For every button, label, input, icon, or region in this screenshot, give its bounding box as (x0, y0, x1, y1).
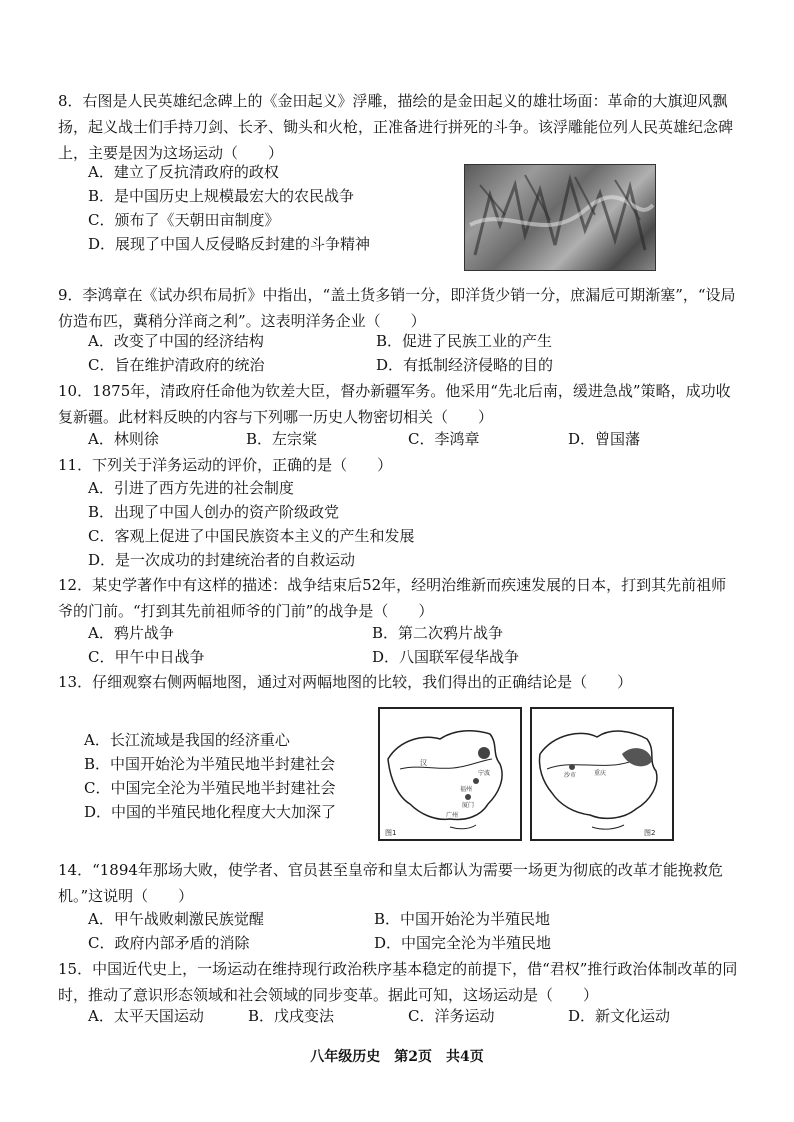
question-14-option-a: A．甲午战败刺激民族觉醒 (88, 910, 264, 928)
question-12-option-d: D．八国联军侵华战争 (372, 648, 520, 666)
question-10-option-c: C．李鸿章 (408, 430, 480, 448)
question-11-option-c: C．客观上促进了中国民族资本主义的产生和发展 (88, 527, 415, 545)
question-12-option-c: C．甲午中日战争 (88, 648, 205, 666)
map-2-caption: 图2 (644, 829, 656, 837)
question-10-option-a: A．林则徐 (88, 430, 159, 448)
map-1 (378, 707, 522, 841)
question-13-stem: 13．仔细观察右侧两幅地图，通过对两幅地图的比较，我们得出的正确结论是（ ） (58, 673, 633, 691)
question-10-option-d: D．曾国藩 (568, 430, 641, 448)
question-13-option-a: A．长江流域是我国的经济重心 (84, 731, 290, 749)
question-9-option-d: D．有抵制经济侵略的目的 (376, 356, 554, 374)
svg-text:沙市: 沙市 (564, 772, 577, 779)
question-8-option-a: A．建立了反抗清政府的政权 (88, 163, 279, 181)
question-11-option-d: D．是一次成功的封建统治者的自救运动 (88, 551, 356, 569)
question-15-stem: 15．中国近代史上，一场运动在维持现行政治秩序基本稳定的前提下，借“君权”推行政治体制改革的同时，推动了意识形态领域和社会领域的同步变革。据此可知，这场运动是（ ） (58, 960, 738, 1004)
question-14-option-b: B．中国开始沦为半殖民地 (374, 910, 551, 928)
question-11-stem: 11．下列关于洋务运动的评价，正确的是（ ） (58, 456, 393, 474)
jintian-uprising-relief-image (464, 164, 656, 271)
question-8-option-b: B．是中国历史上规模最宏大的农民战争 (88, 187, 355, 205)
question-8-option-c: C．颁布了《天朝田亩制度》 (88, 211, 280, 229)
question-10-stem: 10．1875年，清政府任命他为钦差大臣，督办新疆军务。他采用“先北后南，缓进急战”策略，成功收复新疆。此材料反映的内容与下列哪一历史人物密切相关（ ） (58, 382, 731, 426)
question-11-option-b: B．出现了中国人创办的资产阶级政党 (88, 503, 340, 521)
question-9-option-c: C．旨在维护清政府的统治 (88, 356, 265, 374)
map-2 (530, 707, 674, 841)
question-9-stem: 9．李鸿章在《试办织布局折》中指出，“盖土货多销一分，即洋货少销一分，庶漏卮可期渐塞”，“设局仿造布匹，冀稍分洋商之利”。这表明洋务企业（ ） (58, 286, 736, 330)
svg-text:宁波: 宁波 (478, 770, 491, 777)
question-12-option-a: A．鸦片战争 (88, 624, 174, 642)
question-9-option-b: B．促进了民族工业的产生 (376, 332, 553, 350)
question-9-option-a: A．改变了中国的经济结构 (88, 332, 264, 350)
question-8-option-d: D．展现了中国人反侵略反封建的斗争精神 (88, 235, 371, 253)
question-15-option-d: D．新文化运动 (568, 1007, 671, 1025)
question-13-option-b: B．中国开始沦为半殖民地半封建社会 (84, 755, 336, 773)
svg-text:广州: 广州 (446, 812, 459, 819)
question-8-stem: 8．右图是人民英雄纪念碑上的《金田起义》浮雕，描绘的是金田起义的雄壮场面：革命的大旗迎风飘扬，起义战士们手持刀剑、长矛、锄头和火枪，正准备进行拼死的斗争。该浮雕能位列人民英雄纪念碑上，主要是因为这场运动（ ） (58, 92, 734, 162)
question-10-option-b: B．左宗棠 (246, 430, 318, 448)
question-15-option-c: C．洋务运动 (408, 1007, 495, 1025)
question-13-option-d: D．中国的半殖民地化程度大大加深了 (84, 803, 337, 821)
question-14-option-d: D．中国完全沦为半殖民地 (374, 934, 552, 952)
question-12-option-b: B．第二次鸦片战争 (372, 624, 504, 642)
question-13-option-c: C．中国完全沦为半殖民地半封建社会 (84, 779, 336, 797)
question-12-stem: 12．某史学著作中有这样的描述：战争结束后52年，经明治维新而疾速发展的日本，打到其先前祖师爷的门前。“打到其先前祖师爷的门前”的战争是（ ） (58, 576, 727, 620)
question-15-option-b: B．戊戌变法 (248, 1007, 335, 1025)
svg-text:重庆: 重庆 (594, 770, 607, 777)
question-15-option-a: A．太平天国运动 (88, 1007, 204, 1025)
svg-text:汉: 汉 (420, 759, 427, 767)
svg-text:厦门: 厦门 (462, 802, 475, 809)
question-14-stem: 14．“1894年那场大败，使学者、官员甚至皇帝和皇太后都认为需要一场更为彻底的改革才能挽救危机。”这说明（ ） (58, 861, 723, 905)
map-1-caption: 图1 (385, 829, 397, 837)
svg-text:福州: 福州 (460, 786, 473, 793)
question-11-option-a: A．引进了西方先进的社会制度 (88, 479, 294, 497)
page-footer: 八年级历史 第2页 共4页 (310, 1049, 484, 1065)
question-14-option-c: C．政府内部矛盾的消除 (88, 934, 250, 952)
